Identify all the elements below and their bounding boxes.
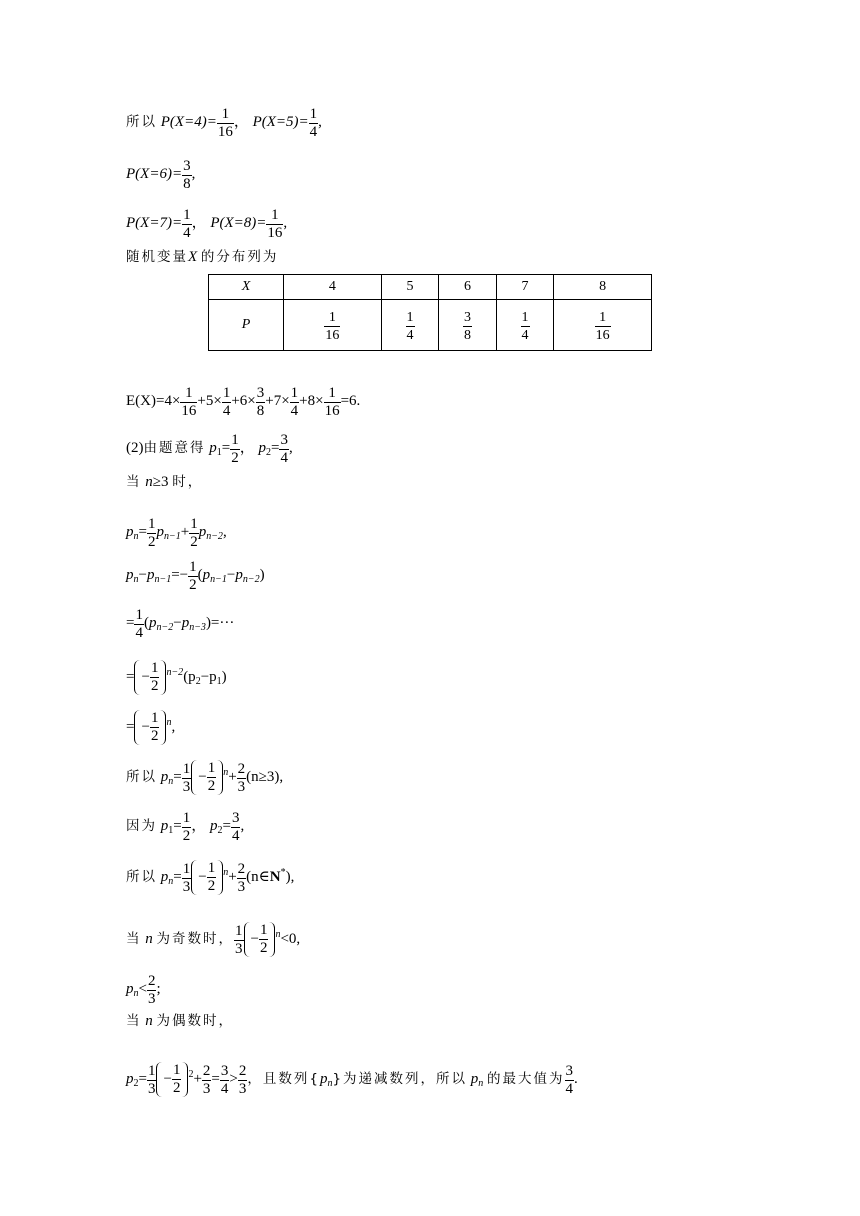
denominator: 4: [222, 403, 231, 419]
math-text: =−: [171, 566, 189, 583]
denominator: 2: [207, 878, 216, 894]
fraction: [182, 861, 192, 896]
math-text: +5×: [197, 392, 222, 409]
math-text: (2): [126, 439, 144, 456]
subscript: n: [133, 573, 139, 585]
math-text: −: [198, 768, 207, 785]
math-text: =: [126, 718, 135, 735]
denominator: 2: [207, 778, 216, 794]
denominator: 4: [521, 327, 529, 343]
numerator: 1: [324, 385, 341, 403]
math-text: ,: [318, 113, 322, 130]
prob-line-2: [126, 157, 195, 192]
math-text: ,: [171, 718, 176, 735]
math-text: n: [145, 1013, 153, 1029]
math-text: p: [126, 980, 134, 997]
subscript: n: [133, 530, 139, 542]
math-text: (: [197, 566, 203, 583]
numerator: 2: [237, 761, 246, 777]
math-text: +6×: [231, 392, 256, 409]
table-cell: [496, 300, 554, 351]
math-text: −: [141, 668, 150, 685]
math-text: +7×: [265, 392, 290, 409]
subscript: n−2: [206, 530, 223, 542]
numerator: 3: [256, 385, 265, 401]
math-text: p: [148, 614, 157, 631]
denominator: 4: [406, 327, 414, 343]
denominator: 16: [325, 327, 340, 343]
fraction: [256, 385, 266, 420]
numerator: 1: [135, 607, 143, 623]
denominator: 3: [238, 1081, 247, 1097]
table-cell: 6: [439, 275, 497, 300]
math-text: ,: [191, 165, 196, 182]
superscript: n: [275, 928, 281, 940]
numerator: 1: [521, 309, 529, 325]
fraction: [237, 761, 247, 796]
numerator: 1: [150, 660, 159, 676]
math-text: ,: [288, 439, 293, 456]
fraction: [324, 385, 341, 420]
denominator: 4: [309, 124, 318, 140]
fraction: [180, 385, 197, 420]
fraction: [463, 309, 472, 344]
denominator: 2: [147, 534, 156, 550]
subscript: 1: [216, 446, 222, 458]
denominator: 4: [135, 625, 143, 641]
denominator: 3: [182, 879, 191, 895]
math-text: 为奇数时，: [156, 930, 234, 947]
math-text: 所以: [126, 868, 157, 885]
subscript: n: [327, 1077, 333, 1089]
numerator: 1: [190, 516, 198, 532]
numerator: 1: [309, 106, 318, 122]
math-text: P(X=6)=: [126, 165, 183, 182]
math-text: E(X)=4×: [126, 392, 181, 409]
fraction: [222, 385, 232, 420]
subscript: n: [168, 775, 174, 787]
math-text: ): [221, 668, 227, 685]
fraction: [259, 922, 269, 957]
fraction: [279, 432, 289, 467]
math-text: }为递减数列，所以: [332, 1070, 468, 1087]
fraction: [207, 760, 217, 795]
subscript: n: [478, 1077, 484, 1089]
denominator: 3: [147, 1081, 156, 1097]
math-text: ,: [222, 523, 227, 540]
math-text: ，: [239, 439, 255, 456]
denominator: 4: [231, 828, 240, 844]
math-text: p: [160, 817, 169, 834]
math-text: ): [259, 566, 265, 583]
numerator: 1: [235, 923, 243, 939]
subscript: n−3: [189, 621, 206, 633]
numerator: 3: [565, 1063, 574, 1079]
math-text: (: [143, 614, 149, 631]
denominator: 4: [280, 450, 288, 466]
math-text: ，: [233, 113, 249, 130]
math-text: −: [163, 1070, 172, 1087]
table-cell: X: [209, 275, 284, 300]
math-text: 随机变量: [126, 249, 188, 265]
bracket: [191, 760, 223, 795]
fraction: [290, 385, 300, 420]
subscript: 1: [168, 824, 174, 836]
math-text: N: [269, 868, 281, 885]
superscript: 2: [188, 1068, 194, 1080]
math-text: −: [141, 718, 150, 735]
fraction: [266, 207, 283, 242]
denominator: 3: [237, 879, 246, 895]
math-text: ,: [240, 817, 245, 834]
recurrence-line-4: [126, 660, 227, 695]
numerator: 1: [406, 309, 414, 325]
math-text: p: [258, 439, 266, 456]
math-text: (n∈: [246, 868, 270, 885]
table-cell: [284, 300, 382, 351]
fraction: [182, 810, 192, 845]
numerator: 3: [464, 309, 471, 325]
table-cell: [554, 300, 652, 351]
math-text: [209, 275, 652, 351]
math-text: (n≥3),: [246, 768, 284, 785]
numerator: 2: [202, 1063, 211, 1079]
math-text: −: [250, 930, 259, 947]
math-text: =: [173, 768, 182, 785]
denominator: 8: [464, 327, 471, 343]
math-text: P(X=5)=: [252, 113, 309, 130]
math-text: =: [126, 614, 135, 631]
expectation-line: [126, 384, 360, 419]
math-text: −: [138, 566, 147, 583]
math-text: p: [470, 1070, 479, 1087]
denominator: 2: [182, 828, 191, 844]
math-text: P(X=7)=: [126, 214, 183, 231]
numerator: 1: [595, 309, 611, 327]
fraction: [234, 923, 244, 958]
fraction: [230, 432, 240, 467]
denominator: 2: [172, 1080, 181, 1096]
fraction: [150, 660, 160, 695]
fraction: [188, 559, 198, 594]
numerator: 1: [172, 1062, 181, 1078]
fraction: [150, 710, 160, 745]
math-text: ,: [283, 214, 288, 231]
denominator: 3: [237, 779, 246, 795]
distribution-table: [208, 274, 652, 351]
subscript: 1: [216, 675, 222, 687]
math-text: p: [202, 566, 211, 583]
table-cell: P: [209, 300, 284, 351]
fraction: [406, 309, 415, 344]
math-text: p: [209, 817, 218, 834]
recurrence-line-5: [126, 710, 175, 745]
final-line: [126, 1062, 578, 1097]
denominator: 16: [217, 124, 233, 140]
numerator: 1: [207, 760, 216, 776]
math-text: −: [173, 614, 182, 631]
numerator: 1: [189, 559, 197, 575]
numerator: 1: [217, 106, 234, 124]
subscript: 2: [265, 446, 271, 458]
denominator: 4: [565, 1081, 574, 1097]
fraction: [521, 309, 530, 344]
math-text: 为偶数时，: [156, 1013, 234, 1029]
fraction: [147, 1063, 157, 1098]
superscript: n: [223, 766, 229, 778]
recurrence-line-2: [126, 558, 265, 593]
numerator: 1: [266, 207, 283, 225]
fraction: [182, 207, 192, 242]
denominator: 2: [150, 678, 159, 694]
subscript: n: [133, 987, 139, 999]
conclusion-line-2: [126, 860, 294, 895]
math-text: p: [319, 1070, 328, 1087]
subscript: n−2: [156, 621, 174, 633]
math-text: p: [146, 566, 155, 583]
math-text: =: [211, 1070, 220, 1087]
numerator: 2: [147, 973, 156, 989]
odd-case-line: [126, 922, 300, 957]
math-text: P(X=8)=: [210, 214, 267, 231]
math-text: ;: [156, 980, 161, 997]
math-text: ，且数列{: [247, 1070, 320, 1087]
numerator: 1: [182, 861, 191, 877]
because-line: [126, 809, 244, 844]
math-text: +: [228, 768, 237, 785]
bracket: [244, 922, 276, 957]
math-text: .: [574, 1070, 578, 1087]
denominator: 3: [235, 941, 243, 957]
subscript: n: [168, 875, 174, 887]
subscript: 2: [217, 824, 223, 836]
math-text: ),: [285, 868, 295, 885]
fraction: [324, 309, 340, 344]
math-text: 当: [126, 1013, 142, 1029]
math-text: p: [235, 566, 243, 583]
numerator: 1: [182, 810, 191, 826]
table-cell: [381, 300, 439, 351]
math-text: =: [138, 1070, 147, 1087]
conclusion-line-1: [126, 760, 283, 795]
numerator: 1: [147, 1063, 156, 1079]
math-text: 当: [126, 474, 142, 490]
numerator: 1: [222, 385, 231, 401]
numerator: 2: [237, 861, 246, 877]
numerator: 1: [182, 761, 191, 777]
bracket: [156, 1062, 188, 1097]
denominator: 4: [290, 403, 299, 419]
math-text: )=···: [205, 614, 235, 631]
math-text: p: [160, 868, 169, 885]
numerator: 1: [183, 207, 191, 223]
denominator: 3: [147, 991, 156, 1007]
subscript: n−2: [242, 573, 260, 585]
fraction: [182, 158, 192, 193]
recurrence-line-1: [126, 515, 227, 550]
fraction: [147, 973, 157, 1008]
prob-line-3: [126, 206, 287, 241]
math-text: p: [156, 523, 164, 540]
table-cell: 5: [381, 275, 439, 300]
math-text: 由题意得: [143, 439, 206, 456]
math-text: 因为: [126, 817, 157, 834]
denominator: 2: [231, 450, 239, 466]
math-text: <0,: [280, 930, 301, 947]
math-text: =: [173, 817, 182, 834]
denominator: 2: [189, 577, 197, 593]
denominator: 2: [150, 728, 159, 744]
prob-line-1: [126, 105, 322, 140]
table-cell: 4: [284, 275, 382, 300]
math-text: n: [145, 474, 153, 490]
fraction: [231, 810, 241, 845]
math-text: 所以: [126, 768, 157, 785]
denominator: 16: [324, 403, 340, 419]
denominator: 8: [256, 403, 265, 419]
math-text: =: [138, 523, 147, 540]
denominator: 16: [267, 225, 283, 241]
denominator: 2: [190, 534, 198, 550]
denominator: 4: [220, 1081, 229, 1097]
fraction: [565, 1063, 575, 1098]
bracket: [191, 860, 223, 895]
numerator: 1: [147, 516, 156, 532]
math-text: =: [221, 439, 231, 456]
part2-line: [126, 431, 293, 466]
table-row: [209, 275, 652, 300]
math-text: <: [138, 980, 147, 997]
superscript: n: [223, 866, 229, 878]
fraction: [217, 106, 234, 141]
numerator: 1: [207, 860, 216, 876]
fraction: [134, 607, 144, 642]
denominator: 16: [595, 327, 610, 343]
math-text: n: [145, 930, 153, 947]
denominator: 3: [182, 779, 191, 795]
fraction: [172, 1062, 182, 1097]
fraction: [189, 516, 199, 551]
math-text: >: [229, 1070, 238, 1087]
math-text: =: [270, 439, 280, 456]
math-text: p: [181, 614, 190, 631]
numerator: 3: [231, 810, 240, 826]
denominator: 4: [183, 225, 191, 241]
numerator: 3: [220, 1063, 229, 1079]
subscript: 2: [133, 1077, 139, 1089]
math-text: =: [222, 817, 231, 834]
math-text: 当: [126, 930, 142, 947]
denominator: 8: [183, 176, 191, 192]
math-text: +: [193, 1070, 202, 1087]
subscript: n−1: [154, 573, 172, 585]
math-text: +8×: [299, 392, 324, 409]
math-text: (p: [183, 668, 196, 685]
fraction: [207, 860, 217, 895]
math-text: p: [126, 1070, 134, 1087]
recurrence-line-3: [126, 606, 234, 641]
numerator: 1: [290, 385, 299, 401]
math-text: p: [126, 566, 134, 583]
numerator: 1: [324, 309, 340, 327]
numerator: 3: [280, 432, 288, 448]
numerator: 1: [231, 432, 239, 448]
fraction: [595, 309, 611, 344]
math-text: ，: [191, 214, 207, 231]
table-cell: 8: [554, 275, 652, 300]
math-text: p: [209, 439, 217, 456]
fraction: [182, 761, 192, 796]
dist-intro: [126, 248, 278, 266]
math-text: −: [198, 868, 207, 885]
fraction: [220, 1063, 230, 1098]
math-text: =: [173, 868, 182, 885]
math-text: ≥3: [152, 474, 169, 490]
math-text: p: [160, 768, 169, 785]
superscript: n−2: [166, 666, 184, 678]
table-row: [209, 300, 652, 351]
math-text: =: [126, 668, 135, 685]
bracket: [134, 710, 166, 745]
table-cell: [439, 300, 497, 351]
math-text: P(X=4)=: [160, 113, 217, 130]
condition-line: [126, 473, 203, 491]
fraction: [147, 516, 157, 551]
numerator: 3: [183, 158, 191, 174]
fraction: [238, 1063, 248, 1098]
numerator: 1: [259, 922, 268, 938]
math-text: p: [198, 523, 207, 540]
bracket: [134, 660, 166, 695]
even-case-line: [126, 1012, 234, 1030]
numerator: 2: [238, 1063, 247, 1079]
superscript: n: [166, 716, 172, 728]
subscript: n−1: [210, 573, 227, 585]
subscript: n−1: [163, 530, 181, 542]
math-text: 时，: [172, 474, 204, 490]
table-cell: 7: [496, 275, 554, 300]
fraction: [309, 106, 319, 141]
numerator: 1: [180, 385, 197, 403]
denominator: 3: [202, 1081, 211, 1097]
subscript: 2: [195, 675, 201, 687]
fraction: [202, 1063, 212, 1098]
math-text: +: [180, 523, 190, 540]
numerator: 1: [150, 710, 159, 726]
math-text: X: [188, 249, 198, 265]
math-text: +: [228, 868, 237, 885]
math-text: 的最大值为: [487, 1070, 565, 1087]
denominator: 16: [181, 403, 197, 419]
math-text: 的分布列为: [200, 249, 279, 265]
math-text: ，: [191, 817, 207, 834]
math-text: 所以: [126, 113, 157, 130]
math-text: =6.: [340, 392, 361, 409]
math-text: −p: [200, 668, 217, 685]
fraction: [237, 861, 247, 896]
math-text: p: [126, 523, 134, 540]
math-text: −: [226, 566, 236, 583]
denominator: 2: [259, 940, 268, 956]
superscript: *: [280, 866, 286, 878]
odd-result-line: [126, 972, 161, 1007]
